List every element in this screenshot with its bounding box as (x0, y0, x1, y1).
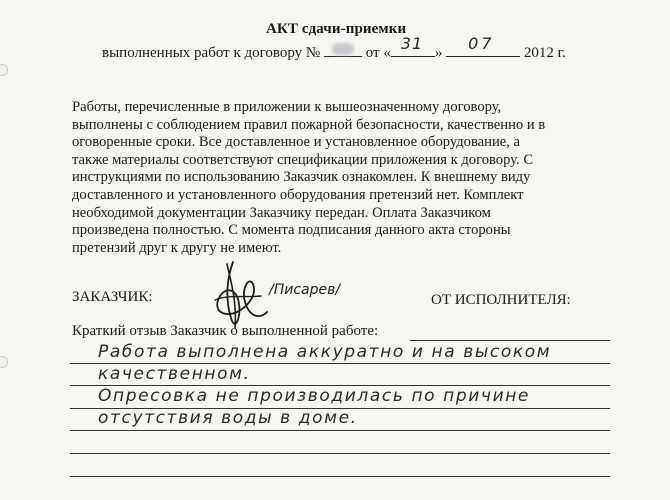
customer-label: ЗАКАЗЧИК: (72, 289, 153, 305)
review-handwritten-line: Работа выполнена аккуратно и на высоком (98, 342, 552, 362)
review-line (70, 476, 610, 477)
handwritten-day: 31 (400, 34, 424, 53)
handwritten-month: 07 (468, 34, 495, 53)
review-handwritten-line: Опресовка не производилась по причине (98, 386, 530, 406)
punch-hole (0, 64, 8, 76)
subtitle-from: от « (365, 45, 391, 61)
subtitle-prefix: выполненных работ к договору № (102, 45, 321, 61)
redacted-contract-number (332, 43, 354, 55)
year-suffix: 2012 г. (523, 45, 566, 61)
act-body-text (72, 99, 602, 257)
month-field (446, 34, 520, 57)
body-line: также материалы соответствуют спецификации приложения к договору. С (72, 151, 534, 168)
body-line: Работы, перечисленные в приложении к вышеозначенному договору, (72, 99, 502, 115)
review-handwritten-line: отсутствия воды в доме. (98, 408, 358, 428)
review-underline (410, 340, 610, 341)
punch-hole (0, 356, 8, 368)
body-line: инструкциями по использованию Заказчик ознакомлен. К внешнему виду (72, 169, 531, 186)
review-line (70, 453, 610, 454)
review-handwritten-line: качественном. (98, 364, 251, 384)
review-line (70, 430, 610, 431)
customer-name-handwritten: /Писарев/ (269, 282, 341, 298)
document-subtitle (102, 34, 566, 62)
contract-number-field (324, 42, 362, 57)
document-title: АКТ сдачи-приемки (266, 21, 407, 37)
subtitle-close-quote: » (434, 45, 443, 61)
day-field (391, 34, 435, 57)
body-line: необходимой документации Заказчику передан. Оплата Заказчиком (72, 204, 491, 221)
body-line: выполнены с соблюдением правил пожарной безопасности, качественно и в (72, 116, 546, 133)
review-label: Краткий отзыв Заказчик о выполненной работе: (72, 323, 379, 339)
body-line: оговоренные сроки. Все доставленное и установленное оборудование, а (72, 134, 521, 151)
body-line: доставленного и установленного оборудования претензий нет. Комплект (72, 186, 524, 203)
executor-label: ОТ ИСПОЛНИТЕЛЯ: (431, 292, 571, 308)
body-line: претензий друг к другу не имеют. (72, 239, 282, 256)
body-line: произведена полностью. С момента подписания данного акта стороны (72, 222, 511, 239)
